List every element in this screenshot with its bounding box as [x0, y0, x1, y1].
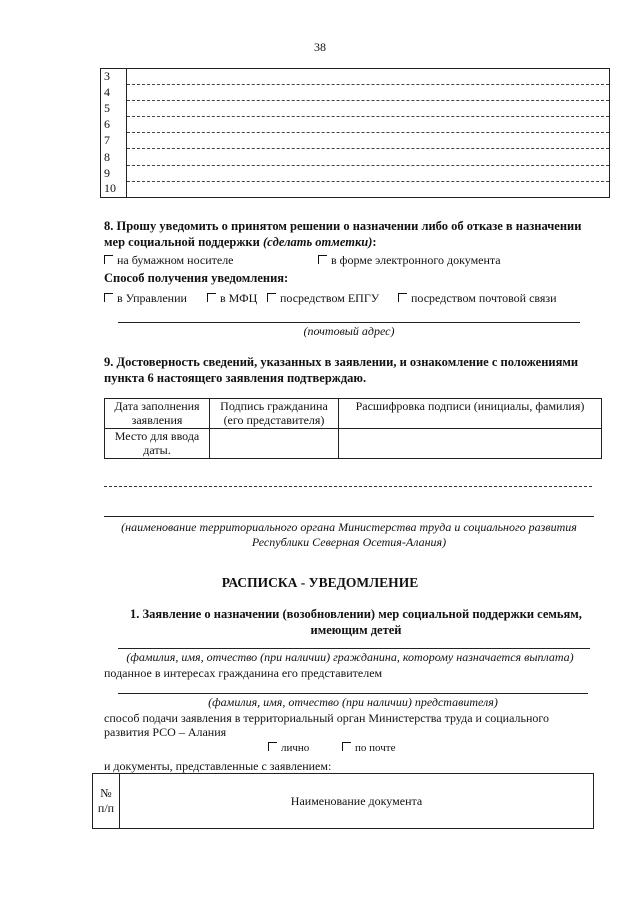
- postal-caption: (почтовый адрес): [303, 324, 395, 338]
- table-row: [101, 101, 610, 117]
- docs-intro: и документы, представленные с заявлением:: [104, 759, 332, 773]
- row-number: 3: [101, 69, 127, 85]
- col-decryption-header: Расшифровка подписи (инициалы, фамилия): [339, 399, 602, 429]
- postal-address-line[interactable]: [118, 322, 580, 323]
- option-in-person[interactable]: [268, 742, 309, 754]
- row-number: 4: [101, 85, 127, 101]
- method-mfc-label: в МФЦ: [220, 291, 258, 305]
- row-number: 10: [101, 181, 127, 197]
- row-number: 6: [101, 117, 127, 133]
- section8-heading-bold: 8. Прошу уведомить о принятом решении о назначении либо об отказе в назначении мер социальной поддержки: [104, 219, 582, 249]
- row-number: 8: [101, 149, 127, 165]
- table-row: [101, 117, 610, 133]
- date-input-cell[interactable]: Место для ввода даты.: [105, 429, 210, 459]
- checkbox-icon[interactable]: [268, 742, 277, 751]
- row-number: 9: [101, 165, 127, 181]
- row-entry-line[interactable]: [127, 133, 610, 149]
- receipt-item1: 1. Заявление о назначении (возобновлении) мер социальной поддержки семьям, имеющим детей: [130, 607, 582, 637]
- filed-for-text: поданное в интересах гражданина его представителем: [104, 666, 383, 680]
- organ-line-dashed: [104, 486, 592, 487]
- row-entry-line[interactable]: [127, 69, 610, 85]
- section8-heading: [104, 218, 604, 250]
- row-number: 7: [101, 133, 127, 149]
- option-paper[interactable]: [104, 253, 234, 268]
- checkbox-icon[interactable]: [104, 293, 113, 302]
- by-mail-label: по почте: [355, 742, 396, 754]
- numbered-rows-table: [100, 68, 610, 198]
- signature-table: [104, 398, 602, 459]
- page-number: 38: [314, 40, 326, 54]
- col-date-header: Дата заполнения заявления: [105, 399, 210, 429]
- checkbox-icon[interactable]: [398, 293, 407, 302]
- option-paper-label: на бумажном носителе: [117, 253, 234, 267]
- table-row: [101, 85, 610, 101]
- rep-caption: (фамилия, имя, отчество (при наличии) представителя): [208, 695, 498, 709]
- organ-name-line[interactable]: [104, 516, 594, 517]
- row-entry-line[interactable]: [127, 181, 610, 197]
- receipt-title: РАСПИСКА - УВЕДОМЛЕНИЕ: [221, 575, 419, 590]
- table-row: [101, 165, 610, 181]
- method-post-label: посредством почтовой связи: [411, 291, 557, 305]
- table-row: [101, 181, 610, 197]
- checkbox-icon[interactable]: [207, 293, 216, 302]
- section8-heading-end: :: [372, 235, 377, 249]
- signature-cell[interactable]: [210, 429, 339, 459]
- row-entry-line[interactable]: [127, 85, 610, 101]
- method-epgu-label: посредством ЕПГУ: [280, 291, 380, 305]
- row-entry-line[interactable]: [127, 149, 610, 165]
- section9-heading: 9. Достоверность сведений, указанных в заявлении, и ознакомление с положениями пункта 6 настоящего заявления подтверждаю.: [104, 355, 579, 385]
- method-title: Способ получения уведомления:: [104, 271, 289, 285]
- option-electronic[interactable]: [318, 253, 501, 268]
- method-epgu[interactable]: [267, 291, 379, 306]
- option-by-mail[interactable]: [342, 742, 395, 754]
- submission-method-text: способ подачи заявления в территориальный орган Министерства труда и социального развития РСО – Алания: [104, 711, 550, 739]
- representative-line[interactable]: [118, 693, 588, 694]
- table-row: [101, 69, 610, 85]
- table-row: [101, 133, 610, 149]
- checkbox-icon[interactable]: [318, 255, 327, 264]
- method-office-label: в Управлении: [117, 291, 187, 305]
- row-number: 5: [101, 101, 127, 117]
- row-entry-line[interactable]: [127, 117, 610, 133]
- table-row: [101, 149, 610, 165]
- checkbox-icon[interactable]: [342, 742, 351, 751]
- row-entry-line[interactable]: [127, 101, 610, 117]
- method-post[interactable]: [398, 291, 557, 306]
- row-entry-line[interactable]: [127, 165, 610, 181]
- fio-caption: (фамилия, имя, отчество (при наличии) гражданина, которому назначается выплата): [126, 650, 574, 664]
- col-number-header: № п/п: [93, 774, 120, 829]
- section8-heading-italic: (сделать отметки): [262, 235, 373, 249]
- checkbox-icon[interactable]: [267, 293, 276, 302]
- method-mfc[interactable]: [207, 291, 257, 306]
- col-signature-header: Подпись гражданина (его представителя): [210, 399, 339, 429]
- decryption-cell[interactable]: [339, 429, 602, 459]
- documents-table: [92, 773, 594, 829]
- checkbox-icon[interactable]: [104, 255, 113, 264]
- col-document-name-header: Наименование документа: [120, 774, 594, 829]
- organ-caption: (наименование территориального органа Министерства труда и социального развития Республики Северная Осетия-Алания): [121, 520, 577, 549]
- citizen-fio-line[interactable]: [118, 648, 590, 649]
- in-person-label: лично: [281, 742, 310, 754]
- method-office[interactable]: [104, 291, 187, 306]
- option-electronic-label: в форме электронного документа: [331, 253, 501, 267]
